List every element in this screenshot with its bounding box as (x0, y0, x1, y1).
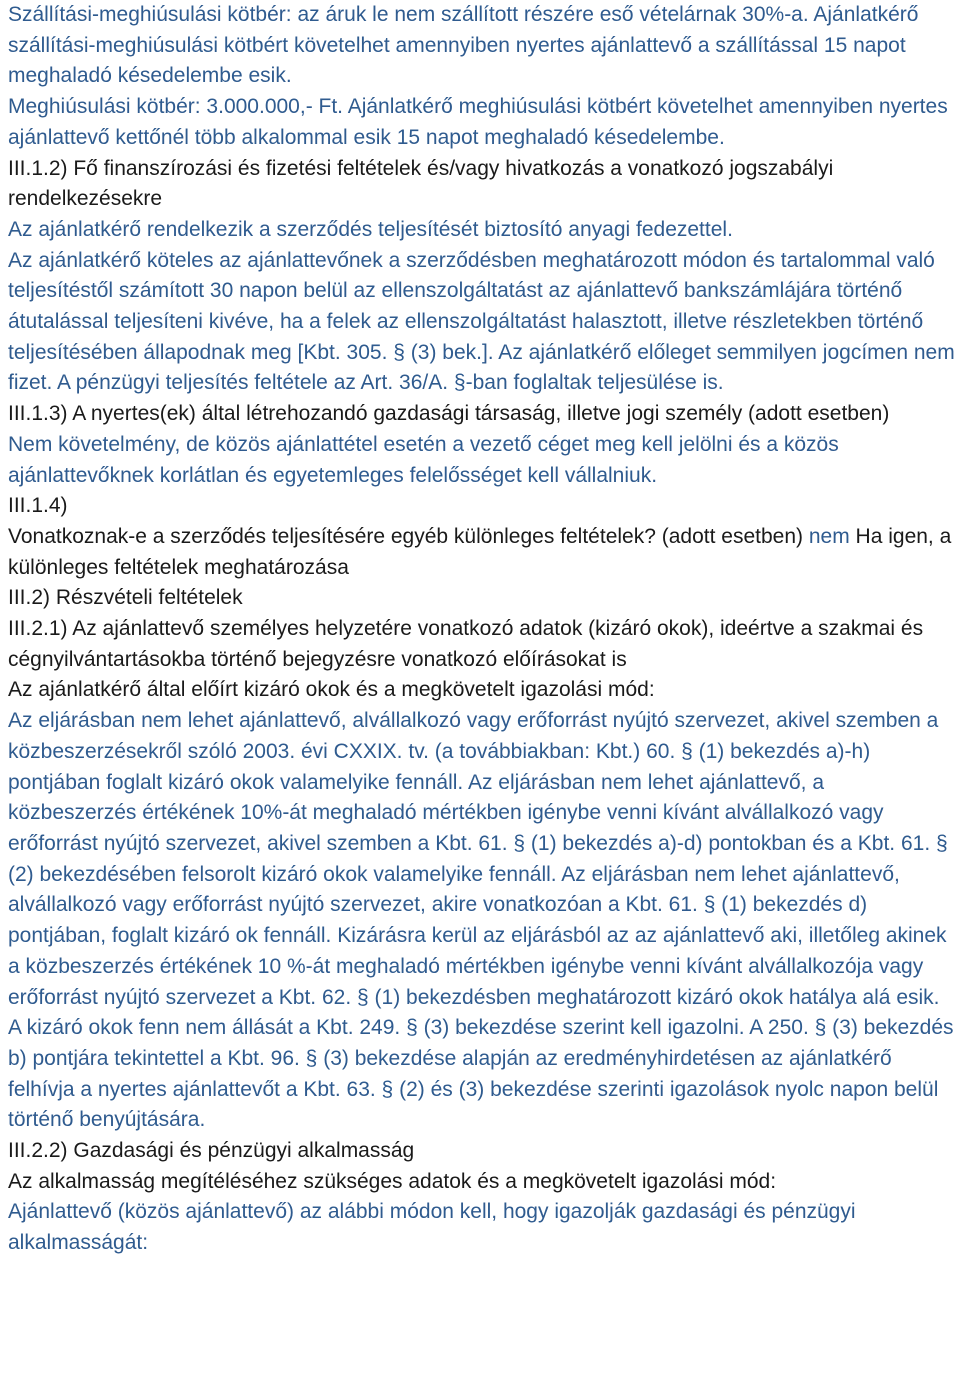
section-heading-iii-1-2: III.1.2) Fő finanszírozási és fizetési feltételek és/vagy hivatkozás a vonatkozó jogszabályi rendelkezésekre (8, 156, 834, 211)
section-heading-iii-2-2: III.2.2) Gazdasági és pénzügyi alkalmasság (8, 1139, 415, 1163)
payment-terms-paragraph: Az ajánlatkérő köteles az ajánlattevőnek a szerződésben meghatározott módon és tartalommal való teljesítéstől számított 30 napon belül az ellenszolgáltatást az ajánlattevő bankszámlájára történő átutalással teljesíteni kivéve, ha a felek az ellenszolgáltatást halasztott, illetve részletekben történő teljesítésében állapodnak meg [Kbt. 305. § (3) bek.]. Az ajánlatkérő előleget semmilyen jogcímen nem fizet. A pénzügyi teljesítés feltétele az Art. 36/A. §-ban foglaltak teljesülése is. (8, 248, 955, 395)
special-conditions-answer: nem (808, 524, 850, 548)
late-delivery-penalty-paragraph: Szállítási-meghiúsulási kötbér: az áruk le nem szállított részére eső vételárnak 30%-a. Ajánlatkérő szállítási-meghiúsulási kötbért követelhet amennyiben nyertes ajánlattevő a szállítással 15 napot meghaladó késedelembe esik. (8, 3, 919, 88)
special-conditions-question-text: Vonatkoznak-e a szerződés teljesítésére egyéb különleges feltételek? (adott esetben) (8, 524, 803, 548)
financial-suitability-paragraph: Ajánlattevő (közös ajánlattevő) az alábbi módon kell, hogy igazolják gazdasági és pénzügyi alkalmasságát: (8, 1200, 856, 1255)
failure-penalty-paragraph: Meghiúsulási kötbér: 3.000.000,- Ft. Ajánlatkérő meghiúsulási kötbért követelhet amennyiben nyertes ajánlattevő kettőnél több alkalommal esik 15 napot meghaladó késedelembe. (8, 95, 948, 149)
section-heading-iii-2-1: III.2.1) Az ajánlattevő személyes helyzetére vonatkozó adatok (kizáró okok), ideértve a szakmai és cégnyilvántartásokba történő bejegyzésre vonatkozó előírásokat is (8, 617, 924, 671)
special-conditions-question (8, 522, 956, 583)
section-heading-iii-1-4: III.1.4) (8, 494, 68, 518)
funding-statement: Az ajánlatkérő rendelkezik a szerződés teljesítését biztosító anyagi fedezettel. (8, 217, 733, 241)
exclusion-grounds-subheading: Az ajánlatkérő által előírt kizáró okok és a megkövetelt igazolási mód: (8, 678, 655, 702)
section-heading-iii-1-3: III.1.3) A nyertes(ek) által létrehozandó gazdasági társaság, illetve jogi személy (adott esetben) (8, 402, 890, 426)
exclusion-grounds-paragraph: Az eljárásban nem lehet ajánlattevő, alvállalkozó vagy erőforrást nyújtó szervezet, akivel szemben a közbeszerzésekről szóló 2003. évi CXXIX. tv. (a továbbiakban: Kbt.) 60. § (1) bekezdés a)-h) pontjában foglalt kizáró okok valamelyike fennáll. Az eljárásban nem lehet ajánlattevő, a közbeszerzés értékének 10%-át meghaladó mértékben igénybe venni kívánt alvállalkozó vagy erőforrást nyújtó szervezet, akivel szemben a Kbt. 61. § (1) bekezdés a)-d) pontokban és a Kbt. 61. § (2) bekezdésében felsorolt kizáró okok valamelyike fennáll. Az eljárásban nem lehet ajánlattevő, alvállalkozó vagy erőforrást nyújtó szervezet, akire vonatkozóan a Kbt. 61. § (1) bekezdés d) pontjában, foglalt kizáró ok fennáll. Kizárásra kerül az eljárásból az az ajánlattevő aki, illetőleg akinek a közbeszerzés értékének 10 %-át meghaladó mértékben igénybe venni kívánt alvállalkozója vagy erőforrást nyújtó szervezet a Kbt. 62. § (1) bekezdésben meghatározott kizáró okok hatálya alá esik. A kizáró okok fenn nem állását a Kbt. 249. § (3) bekezdése szerint kell igazolni. A 250. § (3) bekezdés b) pontjára tekintettel a Kbt. 96. § (3) bekezdése alapján az eredményhirdetésen az ajánlatkérő felhívja a nyertes ajánlattevőt a Kbt. 63. § (2) és (3) bekezdése szerinti igazolások nyolc napon belül történő benyújtására. (8, 709, 954, 1132)
special-conditions-followup: Ha igen, a különleges feltételek meghatározása (8, 524, 952, 579)
suitability-subheading: Az alkalmasság megítéléséhez szükséges adatok és a megkövetelt igazolási mód: (8, 1169, 777, 1193)
joint-bidding-paragraph: Nem követelmény, de közös ajánlattétel esetén a vezető céget meg kell jelölni és a közös ajánlattevőknek korlátlan és egyetemleges felelősséget kell vállalniuk. (8, 432, 839, 487)
section-heading-iii-2: III.2) Részvételi feltételek (8, 586, 243, 610)
